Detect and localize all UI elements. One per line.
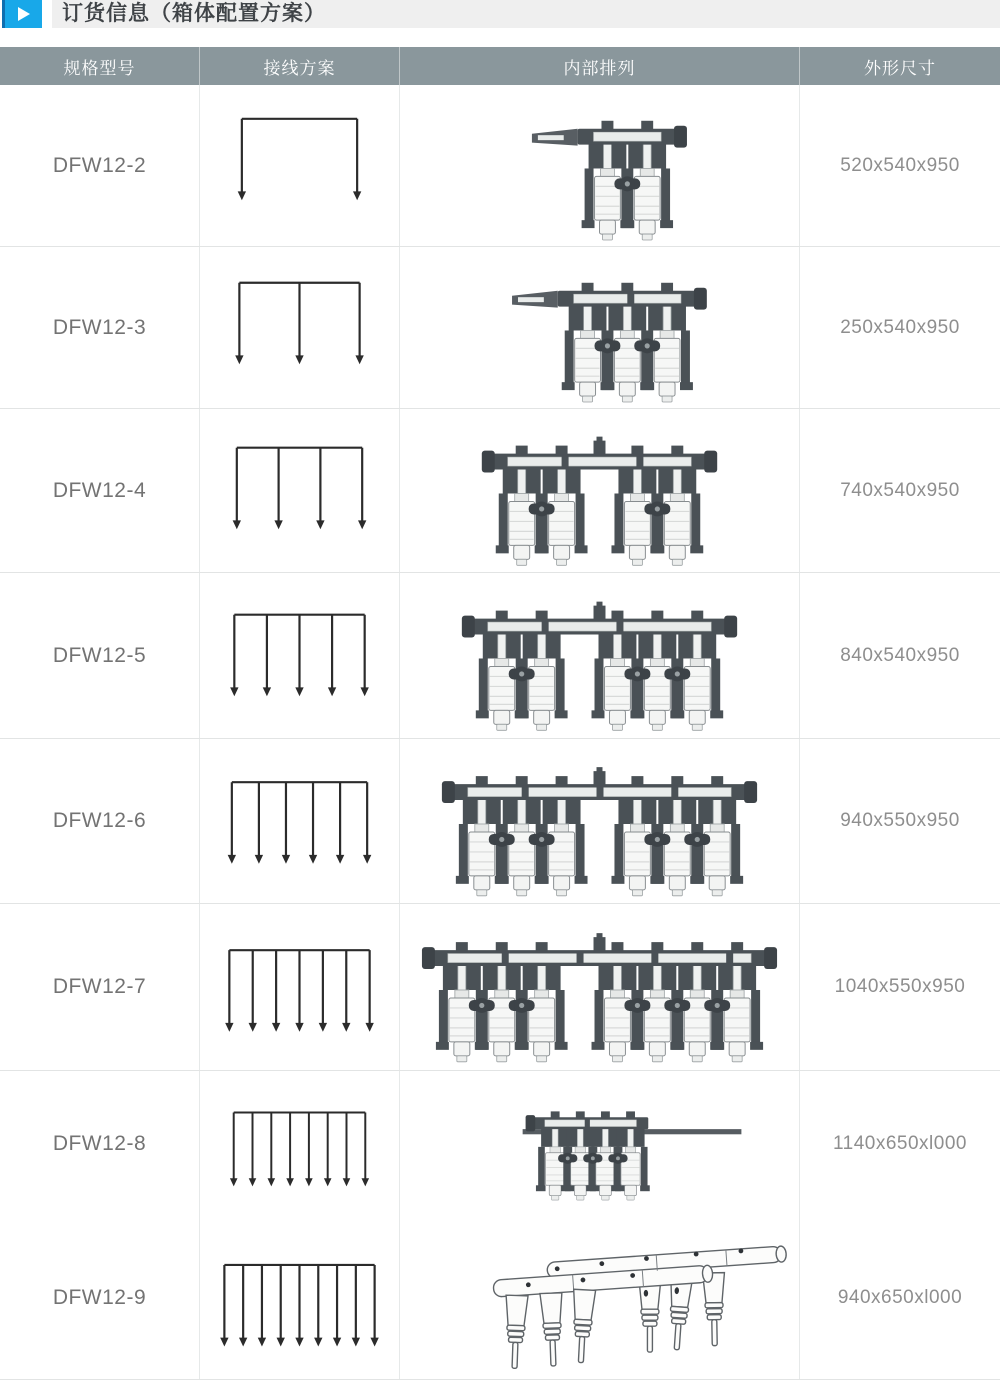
internal-arrangement-image [400, 573, 799, 738]
model-label: DFW12-7 [52, 975, 147, 998]
dimensions-label: 940x550x950 [840, 810, 960, 831]
dimensions-cell [800, 904, 1000, 1070]
internal-cell [400, 1217, 800, 1379]
wiring-diagram [200, 409, 399, 572]
dimensions-cell [800, 409, 1000, 572]
column-header-model: 规格型号 [0, 47, 200, 85]
table-row [0, 409, 1000, 573]
page-title: 订货信息（箱体配置方案） [62, 2, 326, 25]
table-row [0, 247, 1000, 409]
play-icon [2, 0, 42, 28]
internal-cell [400, 904, 800, 1070]
wiring-diagram [200, 573, 399, 738]
model-label: DFW12-5 [52, 643, 147, 667]
dimensions-cell [800, 739, 1000, 903]
wiring-diagram [200, 1217, 399, 1379]
dimensions-label: 1040x550x950 [834, 976, 966, 997]
play-triangle-icon [18, 7, 30, 21]
dimensions-label: 940x650xl000 [837, 1286, 963, 1308]
wiring-cell [200, 85, 400, 246]
dimensions-cell [800, 247, 1000, 408]
model-label: DFW12-6 [52, 809, 147, 832]
wiring-cell [200, 1217, 400, 1379]
table-row [0, 1071, 1000, 1217]
wiring-cell [200, 739, 400, 903]
model-label: DFW12-8 [52, 1132, 147, 1155]
column-header-dimensions: 外形尺寸 [864, 58, 936, 78]
order-info-table [0, 47, 1000, 1380]
dimensions-label: 740x540x950 [840, 479, 960, 501]
internal-arrangement-image [400, 85, 799, 246]
dimensions-cell [800, 573, 1000, 738]
internal-cell [400, 247, 800, 408]
internal-cell [400, 1071, 800, 1217]
dimensions-label: 520x540x950 [840, 154, 960, 176]
internal-arrangement-image [400, 1071, 799, 1217]
dimensions-cell [800, 1071, 1000, 1217]
internal-cell [400, 409, 800, 572]
wiring-cell [200, 1071, 400, 1217]
column-header-internal: 内部排列 [400, 47, 800, 85]
internal-arrangement-image [400, 1217, 799, 1379]
dimensions-cell [800, 85, 1000, 246]
internal-arrangement-image [400, 904, 799, 1070]
wiring-diagram [200, 739, 399, 903]
model-label: DFW12-3 [52, 315, 147, 339]
wiring-diagram [200, 904, 399, 1070]
wiring-cell [200, 573, 400, 738]
model-cell [0, 85, 200, 246]
table-row [0, 85, 1000, 247]
internal-arrangement-image [400, 409, 799, 572]
table-header-row [0, 47, 1000, 85]
model-cell [0, 1217, 200, 1379]
wiring-diagram [200, 1071, 399, 1217]
wiring-diagram [200, 247, 399, 408]
table-row [0, 739, 1000, 904]
internal-cell [400, 573, 800, 738]
dimensions-cell [800, 1217, 1000, 1379]
model-cell [0, 573, 200, 738]
internal-arrangement-image [400, 247, 799, 408]
model-cell [0, 904, 200, 1070]
model-label: DFW12-9 [52, 1285, 147, 1309]
dimensions-label: 250x540x950 [840, 316, 960, 338]
model-cell [0, 409, 200, 572]
internal-cell [400, 739, 800, 903]
table-row [0, 904, 1000, 1071]
title-bar [0, 0, 1000, 28]
model-cell [0, 247, 200, 408]
internal-cell [400, 85, 800, 246]
table-row [0, 1217, 1000, 1380]
internal-arrangement-image [400, 739, 799, 903]
wiring-diagram [200, 85, 399, 246]
column-header-wiring: 接线方案 [200, 47, 400, 85]
model-label: DFW12-4 [52, 478, 147, 502]
wiring-cell [200, 904, 400, 1070]
dimensions-label: 840x540x950 [840, 644, 960, 666]
model-label: DFW12-2 [52, 153, 147, 177]
wiring-cell [200, 409, 400, 572]
model-cell [0, 739, 200, 903]
model-cell [0, 1071, 200, 1217]
wiring-cell [200, 247, 400, 408]
table-row [0, 573, 1000, 739]
dimensions-label: 1140x650xl000 [833, 1133, 967, 1154]
